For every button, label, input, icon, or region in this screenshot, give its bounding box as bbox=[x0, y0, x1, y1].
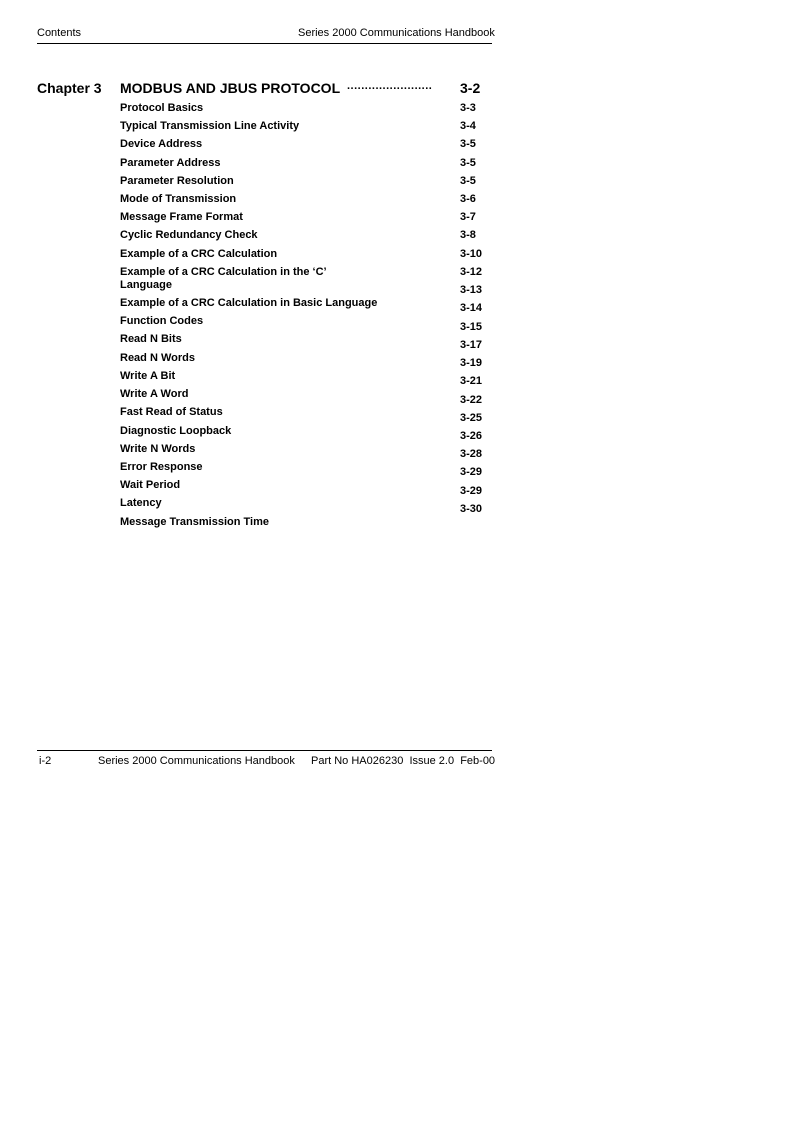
toc-entry: Parameter Resolution bbox=[120, 175, 234, 187]
page-number: 3-8 bbox=[460, 229, 476, 241]
page-number: 3-13 bbox=[460, 284, 483, 296]
toc-entry: Diagnostic Loopback bbox=[120, 425, 232, 437]
toc-entry: Error Response bbox=[120, 461, 203, 473]
page-number: 3-6 bbox=[460, 193, 476, 205]
page-number: 3-15 bbox=[460, 321, 483, 333]
toc-entry: Fast Read of Status bbox=[120, 406, 223, 418]
page-number: 3-29 bbox=[460, 466, 483, 478]
page-number: 3-5 bbox=[460, 157, 476, 169]
toc-entry: Example of a CRC Calculation in Basic Language bbox=[120, 297, 378, 309]
header-section-label: Contents bbox=[37, 27, 82, 39]
page-number: 3-29 bbox=[460, 485, 483, 497]
page-number: 3-26 bbox=[460, 430, 483, 442]
toc-entry: Write N Words bbox=[120, 443, 196, 455]
footer-rule bbox=[37, 750, 492, 751]
toc-entry: Write A Bit bbox=[120, 370, 176, 382]
page-number: 3-30 bbox=[460, 503, 483, 515]
toc-entry: Read N Words bbox=[120, 352, 195, 364]
page-number: 3-4 bbox=[460, 120, 476, 132]
chapter-page-number: 3-2 bbox=[460, 80, 481, 96]
page-number: 3-5 bbox=[460, 175, 476, 187]
toc-entry: Read N Bits bbox=[120, 333, 182, 345]
toc-entry: Mode of Transmission bbox=[120, 193, 237, 205]
toc-entry: Typical Transmission Line Activity bbox=[120, 120, 300, 132]
footer-book-title: Series 2000 Communications Handbook bbox=[98, 755, 295, 767]
toc-entry: Latency bbox=[120, 497, 162, 509]
toc-entry: Protocol Basics bbox=[120, 102, 204, 114]
header-book-title: Series 2000 Communications Handbook bbox=[298, 27, 495, 39]
toc-entry: Device Address bbox=[120, 138, 203, 150]
page-number: 3-17 bbox=[460, 339, 483, 351]
page-number: 3-19 bbox=[460, 357, 483, 369]
toc-entry: Message Frame Format bbox=[120, 211, 243, 223]
page-number: 3-28 bbox=[460, 448, 483, 460]
footer-part-number: Part No HA026230 Issue 2.0 Feb-00 bbox=[311, 755, 496, 767]
page-number: 3-5 bbox=[460, 138, 476, 150]
page-number: 3-21 bbox=[460, 375, 483, 387]
toc-entry: Message Transmission Time bbox=[120, 516, 269, 528]
toc-entry: Cyclic Redundancy Check bbox=[120, 229, 258, 241]
toc-entry: Example of a CRC Calculation bbox=[120, 248, 278, 260]
page-number: 3-25 bbox=[460, 412, 483, 424]
header-rule bbox=[37, 43, 492, 44]
toc-entry: Parameter Address bbox=[120, 157, 221, 169]
page-number: 3-22 bbox=[460, 394, 483, 406]
page-number: 3-12 bbox=[460, 266, 483, 278]
toc-entry: Wait Period bbox=[120, 479, 181, 491]
page-number: 3-3 bbox=[460, 102, 476, 114]
chapter-leader-dots: ........................ bbox=[347, 80, 433, 92]
footer-page-number: i-2 bbox=[39, 755, 52, 767]
chapter-title: MODBUS AND JBUS PROTOCOL bbox=[120, 80, 341, 96]
page-number: 3-14 bbox=[460, 302, 483, 314]
toc-entry: Function Codes bbox=[120, 315, 204, 327]
chapter-label: Chapter 3 bbox=[37, 80, 102, 96]
toc-entry: Example of a CRC Calculation in the ‘C’ Language bbox=[120, 266, 326, 291]
page-number: 3-10 bbox=[460, 248, 483, 260]
toc-entry: Write A Word bbox=[120, 388, 189, 400]
page-number: 3-7 bbox=[460, 211, 476, 223]
